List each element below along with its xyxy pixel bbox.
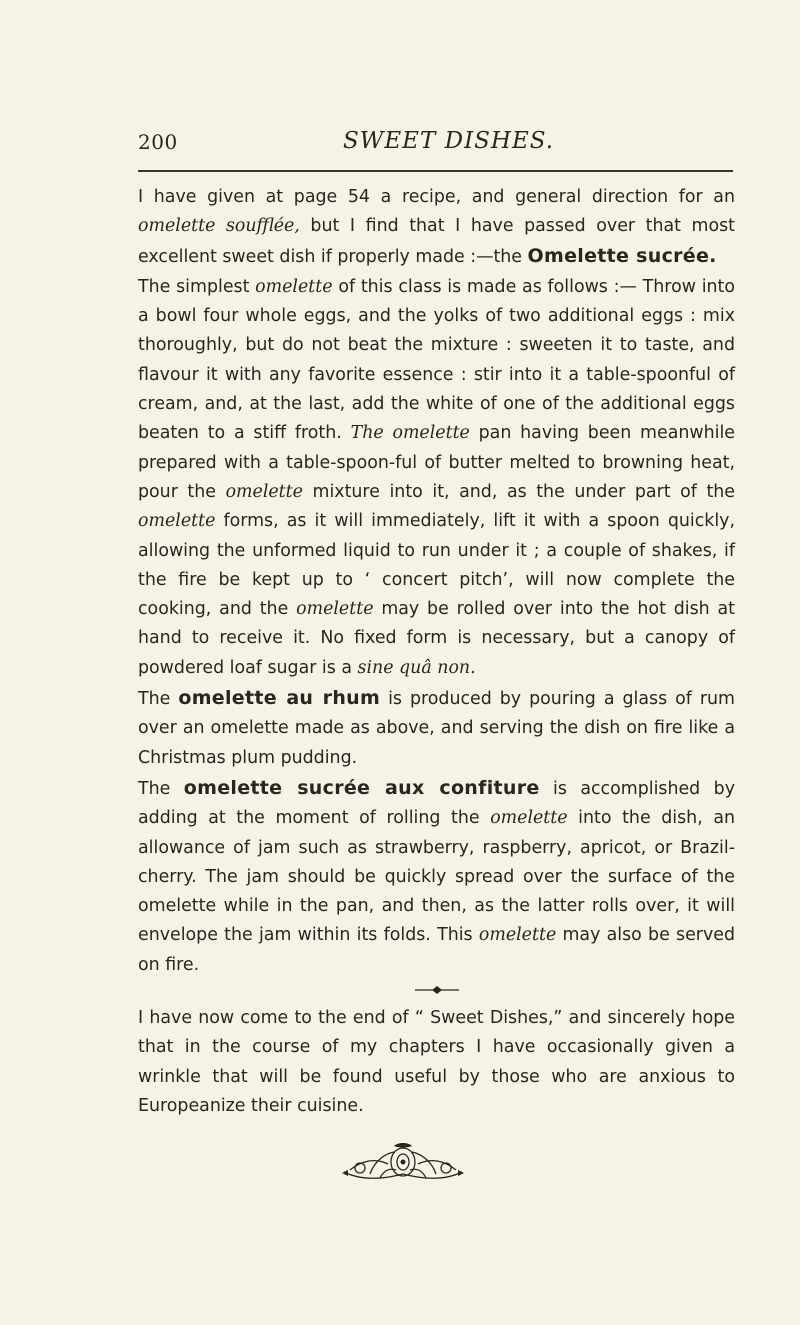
italic-text: omelette	[296, 599, 374, 620]
italic-text: The omelette	[350, 423, 470, 444]
bold-heading-text: omelette au rhum	[178, 687, 381, 710]
text-run: The	[138, 689, 179, 710]
bold-heading-text: omelette sucrée aux confiture	[183, 776, 540, 799]
paragraph-simplest-omelette	[138, 273, 735, 683]
italic-text: sine quâ non.	[357, 657, 476, 678]
text-run: is produced by pouring a glass of rum over an omelette made as above, and serving the dish on fire like a Christmas plum pudding.	[138, 689, 735, 768]
paragraph-omelette-aux-confiture	[138, 774, 735, 980]
floral-tailpiece-icon	[340, 1140, 466, 1184]
text-run: but I find that I have passed over that most excellent sweet dish if properly made :—the	[138, 216, 735, 267]
text-run: pan having been meanwhile prepared with a table-spoon-ful of butter melted to browning heat, pour the	[138, 423, 735, 502]
text-run: may be rolled over into the hot dish at hand to receive it. No fixed form is necessary, but a canopy of powdered loaf sugar is a	[138, 599, 735, 678]
text-run: forms, as it will immediately, lift it with a spoon quickly, allowing the unformed liquid to run under it ; a couple of shakes, if the fire be kept up to ‘ concert pitch’, will now complete the cooking, and the	[138, 511, 735, 620]
text-run: into the dish, an allowance of jam such as strawberry, raspberry, apricot, or Brazil-cherry. The jam should be quickly spread over the surface of the omelette while in the pan, and then, as the latter rolls over, it will envelope the jam within its folds. This	[138, 808, 736, 946]
text-run: of this class is made as follows :— Throw into a bowl four whole eggs, and the yolks of two additional eggs : mix thoroughly, but do not beat the mixture : sweeten it to taste, and flavour it with any favorite essence : stir into it a table-spoonful of cream, and, at the last, add the white of one of the additional eggs beaten to a stiff froth.	[138, 276, 736, 444]
italic-text: omelette soufflée,	[138, 216, 300, 237]
italic-text: omelette	[255, 276, 333, 297]
text-run: The simplest	[138, 276, 256, 297]
bold-heading-text: Omelette sucrée.	[527, 244, 717, 267]
italic-text: omelette	[225, 481, 303, 502]
italic-text: omelette	[490, 808, 568, 829]
paragraph-omelette-au-rhum	[138, 684, 735, 773]
page-number: 200	[138, 130, 178, 154]
paragraph-closing-remarks	[138, 1004, 735, 1121]
italic-text: omelette	[478, 925, 557, 946]
page-header	[0, 130, 800, 170]
text-run: The	[138, 778, 184, 799]
text-run: mixture into it, and, as the under part of the	[302, 481, 736, 502]
paragraph-omelette-sucree-intro	[138, 183, 735, 272]
text-run: is accomplished by adding at the moment of rolling the	[138, 778, 735, 829]
text-run: I have given at page 54 a recipe, and general direction for an	[138, 187, 735, 207]
diamond-rule-icon	[415, 985, 459, 995]
body-text	[138, 183, 735, 1121]
italic-text: omelette	[138, 511, 216, 532]
running-head: SWEET DISHES.	[343, 128, 555, 154]
section-divider	[138, 980, 735, 1002]
text-run: may also be served on fire.	[138, 925, 735, 975]
header-rule	[138, 170, 733, 172]
text-run: I have now come to the end of “ Sweet Dishes,” and sincerely hope that in the course of my chapters I have occasionally given a wrinkle that will be found useful by those who are anxious to Europeanize their cuisine.	[138, 1008, 735, 1116]
